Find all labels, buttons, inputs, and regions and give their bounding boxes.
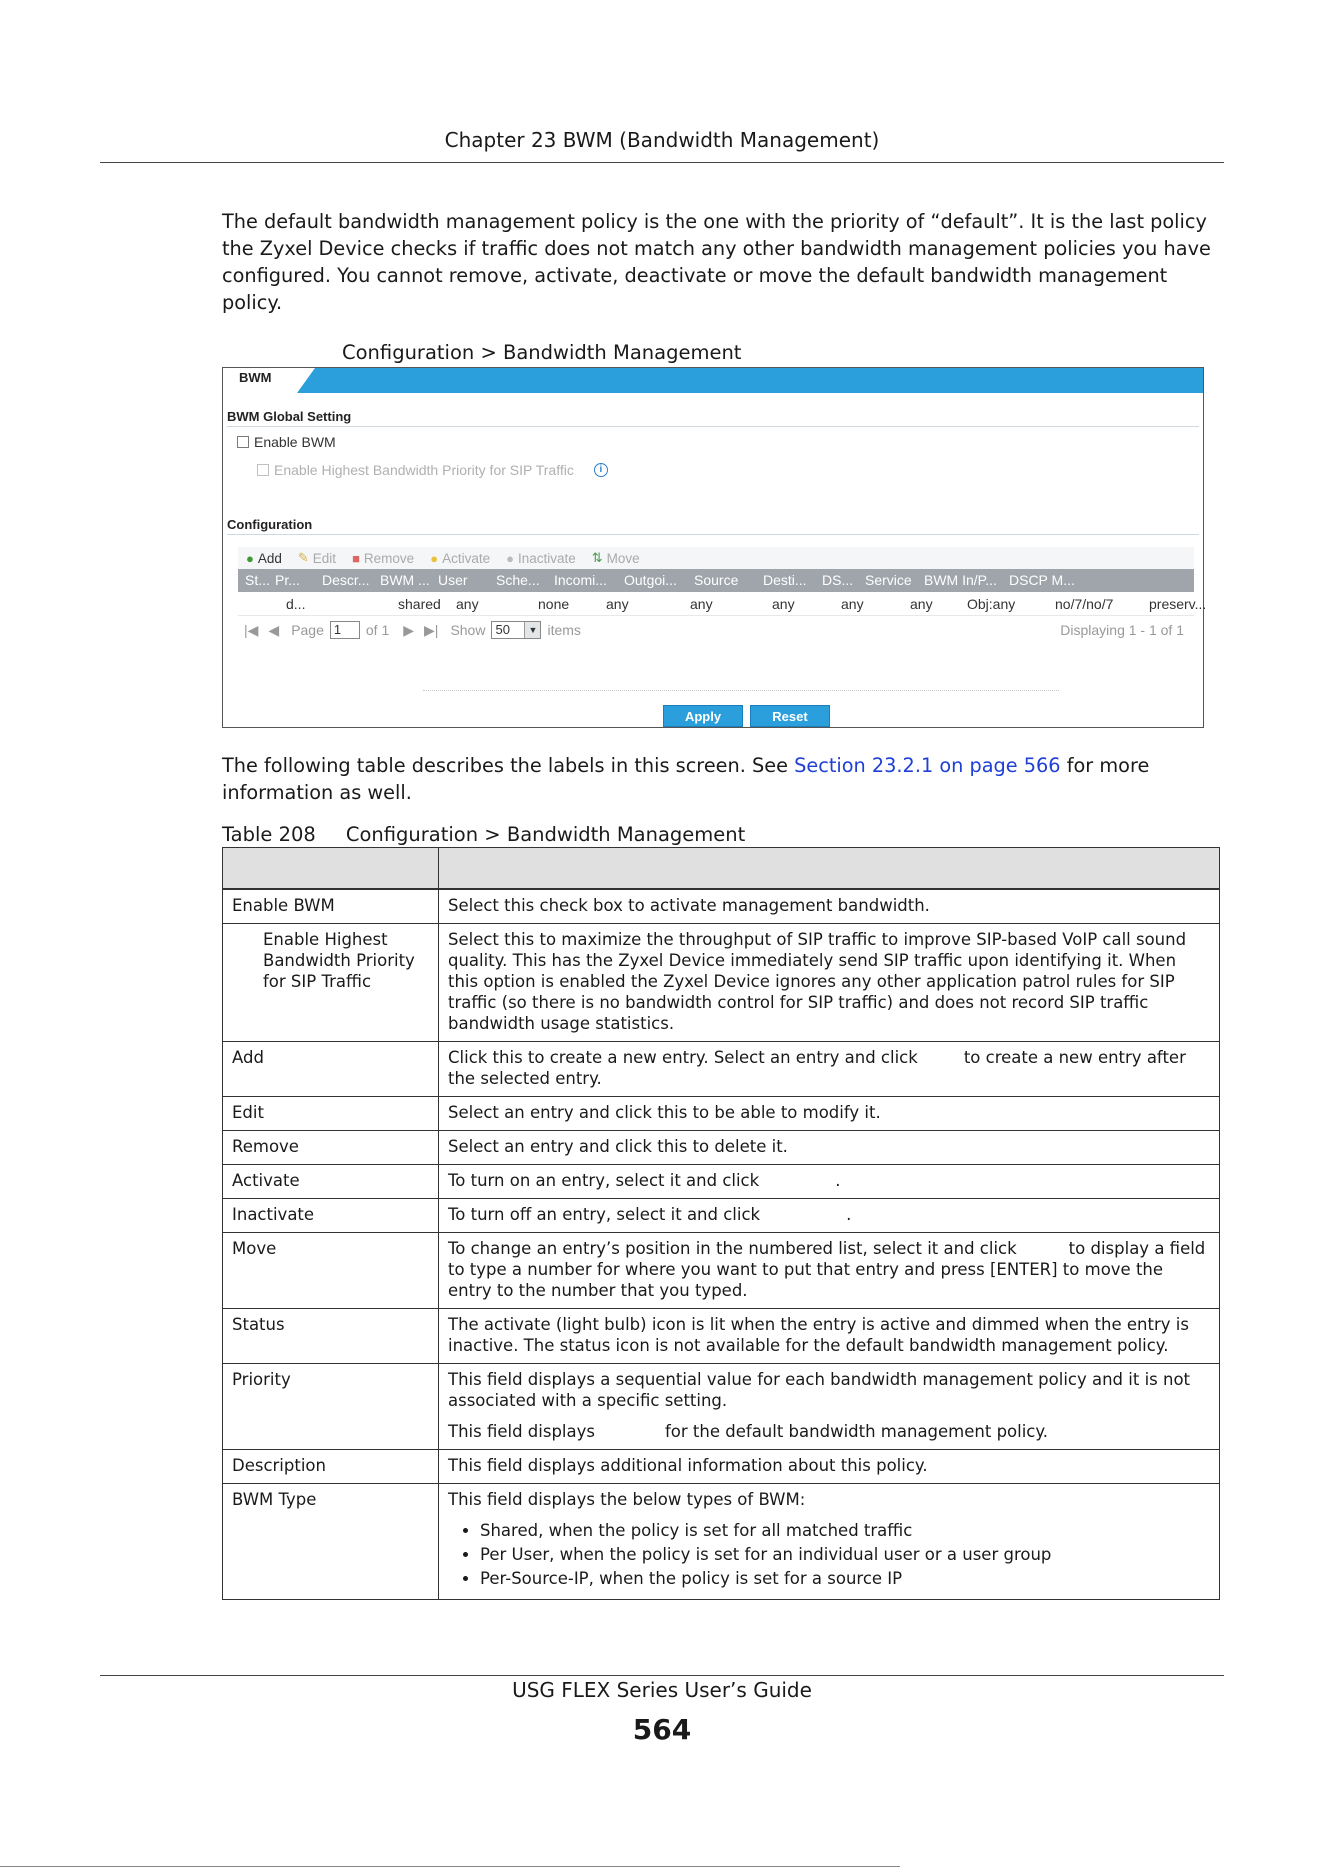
page-of-label: of 1 [365,622,390,638]
table-header [238,569,1194,592]
description-text: This field displays [448,1421,595,1441]
items-label: items [547,622,581,638]
label-cell: Enable BWM [223,889,439,924]
description-text: Click this to create a new entry. Select an entry and click [448,1047,918,1067]
guide-title: USG FLEX Series User’s Guide [512,1678,812,1702]
label-cell: BWM Type [223,1483,439,1599]
tab-bwm[interactable]: BWM [223,368,297,393]
table-row [223,923,1220,1041]
description-text: This field displays a sequential value for each bandwidth management policy and it is not associated with a specific setting. [448,1369,1191,1410]
remove-label: Remove [363,550,415,566]
description-cell [439,1483,1220,1599]
bottom-rule [0,1866,900,1867]
displaying-count: Displaying 1 - 1 of 1 [1060,622,1184,638]
table-caption [222,823,745,846]
description-cell [439,1164,1220,1198]
table-row [223,1483,1220,1599]
description-cell: Select this check box to activate management bandwidth. [439,889,1220,924]
tab-notch [297,368,315,393]
table-row[interactable] [238,592,1207,616]
move-icon: ⇅ [591,550,603,565]
activate-label: Activate [442,550,491,566]
header-cell [439,848,1220,889]
description-cell [439,1198,1220,1232]
header-rule [100,162,1224,163]
description-text: for the default bandwidth management policy. [665,1421,1049,1441]
description-text: To turn off an entry, select it and click [448,1204,761,1224]
column-header[interactable]: Sche... [496,572,540,588]
description-cell [439,1232,1220,1308]
list-item: • Per User, when the policy is set for an individual user or a user group [480,1544,1209,1565]
pager [238,619,1194,641]
items-per-page-select[interactable] [491,621,541,639]
column-header[interactable]: Pr... [275,572,300,588]
inactivate-label: Inactivate [517,550,576,566]
bwm-screenshot [222,367,1207,728]
add-icon: ● [246,550,254,566]
description-cell: The activate (light bulb) icon is lit when the entry is active and dimmed when the entry is inactive. The status icon is not available for the default bandwidth management policy. [439,1308,1220,1363]
description-text: To turn on an entry, select it and click [448,1170,760,1190]
label-cell: Priority [223,1363,439,1449]
table-cell: any [456,596,479,612]
label-cell: Description [223,1449,439,1483]
next-page-icon[interactable]: ▶ [403,621,415,638]
page-label: Page [291,622,324,638]
intro-paragraph: The default bandwidth management policy is the one with the priority of “default”. It is the last policy the Zyxel Device checks if traffic does not match any other bandwidth management policies you have configured. You cannot remove, activate, deactivate or move the default bandwidth management policy. [222,210,1211,314]
button-divider [423,690,1059,691]
description-text-2 [448,1421,1209,1442]
table-row [223,1096,1220,1130]
column-header[interactable]: DSCP M... [1009,572,1075,588]
edit-label: Edit [312,550,337,566]
table-intro-paragraph [222,752,1232,806]
label-cell: Remove [223,1130,439,1164]
label-description-table [222,847,1220,1600]
table-row [223,1164,1220,1198]
label-cell: Add [223,1041,439,1096]
intro-text-end: for more information as well. [222,754,1150,804]
label-cell: Move [223,1232,439,1308]
description-cell [439,1041,1220,1096]
description-cell: Select an entry and click this to delete it. [439,1130,1220,1164]
move-button[interactable] [592,550,640,566]
table-row [223,889,1220,924]
bwm-type-list [448,1520,1209,1589]
move-label: Move [606,550,640,566]
description-text: . [835,1170,841,1190]
chapter-title: Chapter 23 BWM (Bandwidth Management) [444,128,880,152]
toolbar [238,547,1194,569]
enable-sip-checkbox[interactable] [257,464,269,476]
trash-icon: ■ [352,550,360,566]
tab-bar [223,368,1203,393]
chevron-down-icon: ▼ [524,622,540,638]
column-header[interactable]: BWM In/P... [924,572,997,588]
info-icon[interactable]: i [594,463,608,477]
show-label: Show [450,622,486,638]
intro-text: The following table describes the labels in this screen. See [222,754,795,777]
label-cell: Activate [223,1164,439,1198]
inactivate-button[interactable] [506,551,576,566]
table-row [223,1308,1220,1363]
table-cell: no/7/no/7 [1055,596,1114,612]
table-row [223,1232,1220,1308]
column-header[interactable]: Service [865,572,912,588]
enable-bwm-row[interactable] [237,434,336,450]
description-text: To change an entry’s position in the numbered list, select it and click [448,1238,1017,1258]
table-cell: d... [286,596,306,612]
column-header[interactable]: St... [245,572,270,588]
prev-page-icon[interactable]: ◀ [268,621,280,638]
section-divider [227,426,1199,427]
reset-button[interactable]: Reset [750,705,830,727]
table-cell: Obj:any [967,596,1016,612]
description-cell: This field displays additional information about this policy. [439,1449,1220,1483]
remove-button[interactable] [352,551,414,566]
column-header[interactable]: Source [694,572,739,588]
table-cell: preserv... [1149,596,1207,612]
table-title: Configuration > Bandwidth Management [345,823,746,846]
enable-bwm-label: Enable BWM [254,434,336,450]
configuration-heading: Configuration [227,517,313,532]
label-cell: Status [223,1308,439,1363]
table-row [223,1130,1220,1164]
items-per-page-value: 50 [495,622,510,637]
column-header[interactable]: Outgoi... [624,572,677,588]
column-header[interactable]: Descr... [322,572,370,588]
label-cell: Inactivate [223,1198,439,1232]
edit-icon: ✎ [297,550,309,565]
edit-button[interactable] [298,550,336,566]
description-text: . [846,1204,852,1224]
table-cell: any [690,596,713,612]
description-cell: Select an entry and click this to be able to modify it. [439,1096,1220,1130]
table-number: Table 208 [222,823,316,846]
description-text: to display a field to type a number for where you want to put that entry and press [ENTER] to move the entry to the number that you typed. [448,1238,1206,1300]
last-page-icon[interactable]: ▶| [424,621,439,638]
column-header[interactable]: Desti... [763,572,807,588]
table-cell: any [910,596,933,612]
column-header[interactable]: BWM ... [380,572,430,588]
add-button[interactable] [246,551,282,566]
figure-caption: Configuration > Bandwidth Management [342,341,742,364]
table-cell: none [538,596,570,612]
column-header[interactable]: Incomi... [554,572,607,588]
list-item: • Per-Source-IP, when the policy is set for a source IP [480,1568,1209,1589]
apply-button[interactable]: Apply [663,705,743,727]
page-number: 564 [632,1713,692,1746]
global-setting-heading: BWM Global Setting [227,409,352,424]
table-cell: shared [398,596,441,612]
first-page-icon[interactable]: |◀ [244,621,259,638]
add-label: Add [257,550,282,566]
description-cell [439,1363,1220,1449]
label-cell: Edit [223,1096,439,1130]
description-text: to create a new entry after the selected entry. [448,1047,1186,1088]
table-header-row [223,848,1220,889]
table-row [223,1198,1220,1232]
enable-sip-row[interactable] [257,462,608,478]
table-cell: any [606,596,629,612]
table-cell: any [772,596,795,612]
section-link[interactable]: Section 23.2.1 on page 566 [794,754,1061,777]
column-header[interactable]: User [438,572,468,588]
header-cell [223,848,439,889]
label-cell: Enable Highest Bandwidth Priority for SIP Traffic [223,923,439,1041]
table-row [223,1041,1220,1096]
description-text: This field displays the below types of BWM: [448,1489,806,1509]
lightbulb-icon: ● [430,550,439,566]
list-item: • Shared, when the policy is set for all matched traffic [480,1520,1209,1541]
column-header[interactable]: DS... [822,572,854,588]
page-input[interactable]: 1 [330,621,360,639]
lightbulb-off-icon: ● [506,550,514,566]
footer-rule [100,1675,1224,1676]
table-cell: any [841,596,864,612]
enable-sip-label: Enable Highest Bandwidth Priority for SIP Traffic [274,462,574,478]
enable-bwm-checkbox[interactable] [237,436,249,448]
table-row [223,1363,1220,1449]
activate-button[interactable] [430,551,490,566]
table-row [223,1449,1220,1483]
description-cell: Select this to maximize the throughput of SIP traffic to improve SIP-based VoIP call sound quality. This has the Zyxel Device immediately send SIP traffic upon identifying it. When this option is enabled the Zyxel Device ignores any other application patrol rules for SIP traffic (so there is no bandwidth control for SIP traffic) and does not record SIP traffic bandwidth usage statistics. [439,923,1220,1041]
section-divider [227,534,1199,535]
